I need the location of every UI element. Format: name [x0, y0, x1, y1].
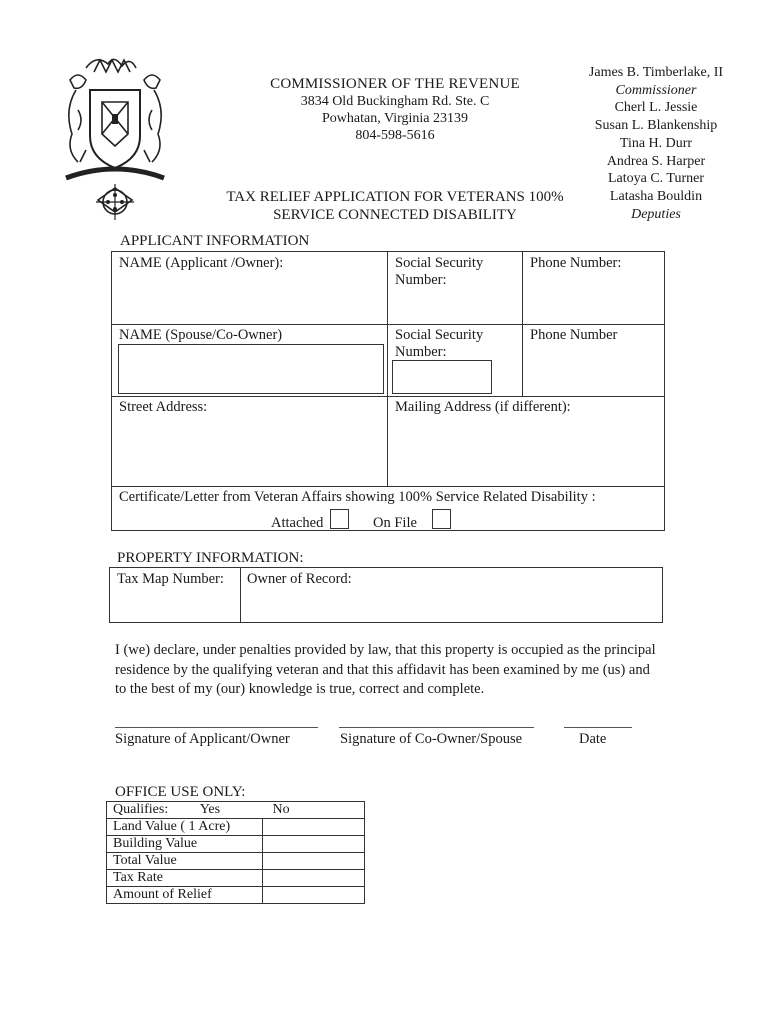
office-row-label: Land Value ( 1 Acre) [107, 819, 263, 836]
table-row [107, 836, 365, 853]
deputy-name: Cherl L. Jessie [614, 100, 698, 116]
qualifies-cell [107, 802, 263, 819]
commissioner-title: Commissioner [615, 82, 697, 98]
table-row [107, 853, 365, 870]
form-title-line-2: SERVICE CONNECTED DISABILITY [273, 207, 517, 223]
spouse-name-label: NAME (Spouse/Co-Owner) [119, 327, 283, 343]
street-address-label: Street Address: [119, 399, 208, 415]
table-row [107, 819, 365, 836]
mailing-address-field[interactable] [390, 416, 662, 484]
date-label: Date [579, 731, 607, 747]
office-use-table [106, 801, 365, 904]
table-row [107, 887, 365, 904]
street-address-field[interactable] [113, 416, 383, 484]
qualifies-yes[interactable]: Yes [199, 802, 221, 817]
applicant-phone-field[interactable] [525, 272, 661, 322]
spouse-ssn-label: Social Security Number: [395, 327, 484, 360]
deputy-name: Susan L. Blankenship [594, 118, 718, 134]
deputies-title: Deputies [631, 206, 681, 222]
tax-map-field[interactable] [111, 589, 238, 621]
office-row-value[interactable] [263, 853, 365, 870]
office-row-label: Total Value [107, 853, 263, 870]
staff-list [576, 64, 736, 223]
commissioner-name: James B. Timberlake, II [588, 65, 724, 80]
form-title [215, 188, 575, 224]
applicant-name-label: NAME (Applicant /Owner): [119, 255, 284, 271]
spouse-name-field[interactable] [118, 344, 384, 394]
co-owner-signature-label: Signature of Co-Owner/Spouse [340, 731, 523, 747]
address-line-1: 3834 Old Buckingham Rd. Ste. C [300, 94, 490, 109]
applicant-ssn-label: Social Security Number: [395, 255, 484, 288]
form-title-line-1: TAX RELIEF APPLICATION FOR VETERANS 100% [226, 189, 564, 205]
on-file-label: On File [373, 515, 417, 531]
spouse-ssn-field[interactable] [392, 360, 492, 394]
deputy-name: Tina H. Durr [619, 135, 693, 151]
office-row-label: Tax Rate [107, 870, 263, 887]
co-owner-signature-line[interactable] [339, 727, 534, 728]
qualifies-label: Qualifies: [113, 802, 169, 817]
qualifies-no[interactable]: No [272, 802, 290, 817]
attached-checkbox[interactable] [330, 509, 349, 529]
property-section-label: PROPERTY INFORMATION: [117, 550, 304, 566]
spouse-phone-field[interactable] [525, 344, 661, 394]
applicant-name-field[interactable] [113, 272, 383, 322]
office-phone: 804-598-5616 [355, 128, 435, 143]
office-row-value[interactable] [263, 887, 365, 904]
attached-label: Attached [271, 515, 324, 531]
office-row-value[interactable] [263, 870, 365, 887]
deputy-name: Latoya C. Turner [607, 171, 705, 187]
property-info-table [109, 567, 663, 623]
date-line[interactable] [564, 727, 632, 728]
office-use-label: OFFICE USE ONLY: [115, 784, 246, 800]
address-line-2: Powhatan, Virginia 23139 [321, 111, 469, 126]
applicant-phone-label: Phone Number: [530, 255, 622, 271]
qualifies-no-cell [263, 802, 365, 819]
deputy-name: Latasha Bouldin [609, 188, 703, 204]
form-header [215, 76, 575, 224]
office-row-label: Building Value [107, 836, 263, 853]
spouse-phone-label: Phone Number [530, 327, 618, 343]
table-row [107, 870, 365, 887]
applicant-signature-label: Signature of Applicant/Owner [115, 731, 290, 747]
applicant-ssn-field[interactable] [390, 290, 518, 322]
tax-map-label: Tax Map Number: [117, 571, 224, 587]
county-seal-icon [56, 50, 174, 228]
office-title: COMMISSIONER OF THE REVENUE [270, 76, 520, 92]
applicant-signature-line[interactable] [115, 727, 318, 728]
declaration-text: I (we) declare, under penalties provided by law, that this property is occupied as the principal residence by the qualifying veteran and that this affidavit has been examined by me (us) and to the best of my (our) knowledge is true, correct and complete. [115, 642, 656, 697]
applicant-info-table [111, 251, 665, 531]
on-file-checkbox[interactable] [432, 509, 451, 529]
office-row-label: Amount of Relief [107, 887, 263, 904]
owner-of-record-field[interactable] [243, 589, 661, 621]
certificate-label: Certificate/Letter from Veteran Affairs showing 100% Service Related Disability : [119, 489, 596, 505]
deputy-name: Andrea S. Harper [606, 153, 706, 169]
owner-of-record-label: Owner of Record: [247, 571, 352, 587]
table-row [107, 802, 365, 819]
county-seal-logo [56, 50, 174, 228]
office-row-value[interactable] [263, 836, 365, 853]
mailing-address-label: Mailing Address (if different): [395, 399, 571, 415]
applicant-section-label: APPLICANT INFORMATION [120, 233, 310, 249]
office-row-value[interactable] [263, 819, 365, 836]
